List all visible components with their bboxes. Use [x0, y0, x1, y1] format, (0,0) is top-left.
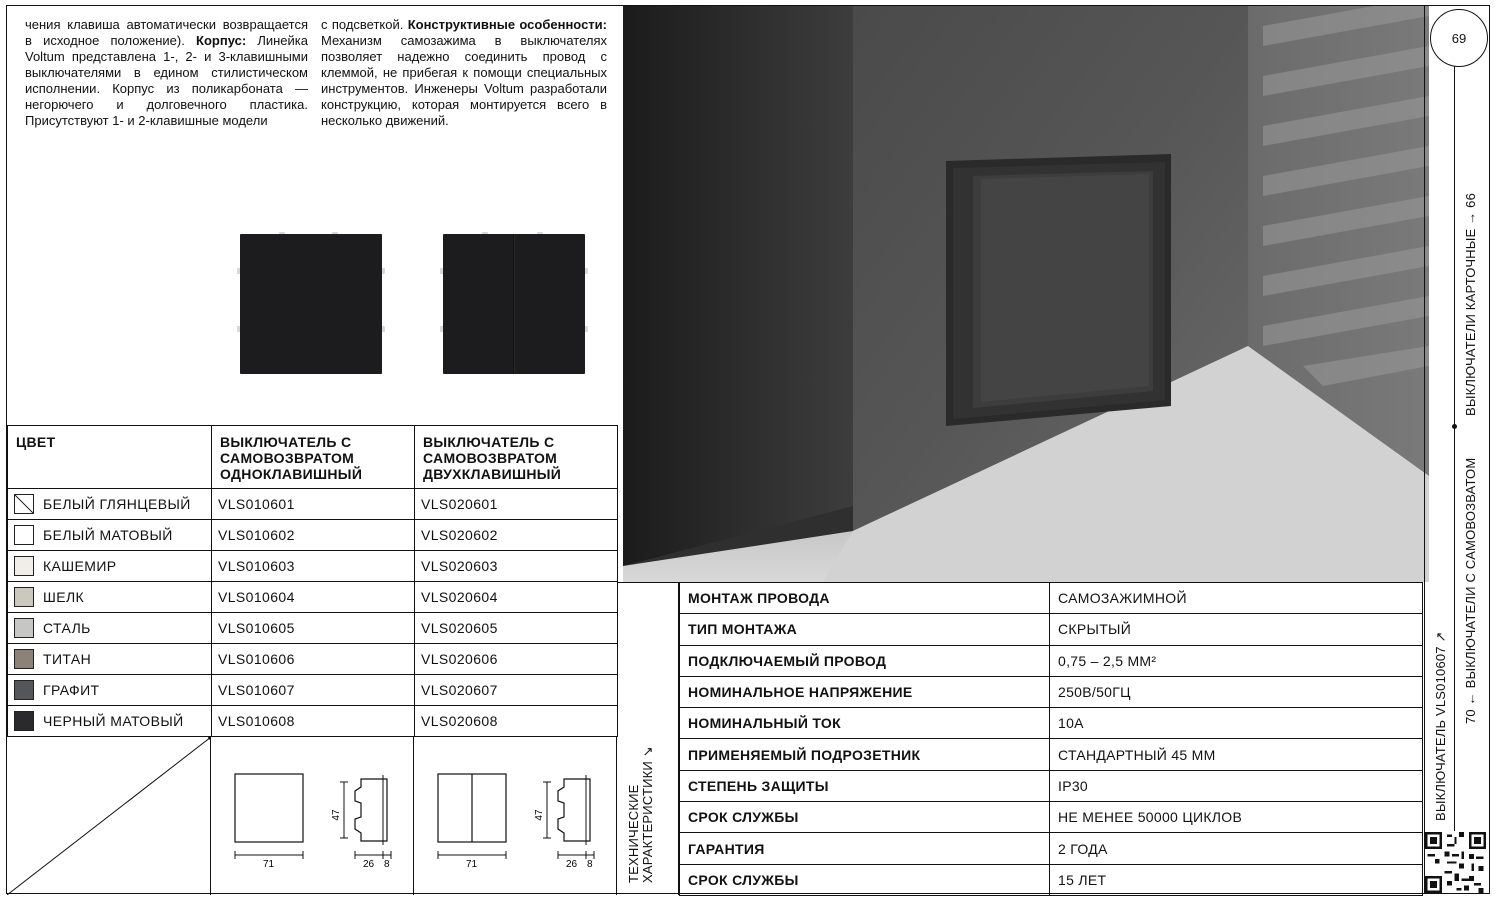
color-swatch [14, 680, 34, 700]
dim-depth-2: 8 [384, 859, 390, 870]
tech-value: 0,75 – 2,5 ММ² [1050, 645, 1423, 676]
tech-value: 2 ГОДА [1050, 833, 1423, 864]
sku-single: VLS010606 [212, 644, 415, 675]
sku-single: VLS010602 [212, 520, 415, 551]
sku-double: VLS020606 [415, 644, 618, 675]
dim-depth-1b: 26 [566, 859, 578, 870]
product-photo [623, 6, 1429, 582]
tech-row [680, 645, 1423, 676]
col-header-color: ЦВЕТ [8, 426, 212, 489]
tech-row [680, 708, 1423, 739]
tech-section-label [617, 582, 679, 895]
color-name: ШЕЛК [43, 589, 85, 605]
page-number: 69 [1430, 9, 1488, 67]
tech-row [680, 583, 1423, 614]
color-name-cell [8, 613, 212, 644]
sku-double: VLS020608 [415, 706, 618, 737]
color-name: СТАЛЬ [43, 620, 91, 636]
color-name-cell [8, 489, 212, 520]
color-name: КАШЕМИР [43, 558, 117, 574]
intro-column-1: чения клавиша автоматически возвращается в исходное положение). Корпус: Линейка Voltum представлена 1-, 2- и 3-клавишными выключателями в едином стилистическом исполнении. Корпус из поликарбоната — негорючего и долговечного пластика. Присутствуют 1- и 2-клавишные модели [25, 17, 309, 128]
side-dot [1452, 424, 1457, 429]
tech-key: МОНТАЖ ПРОВОДА [680, 583, 1050, 614]
color-name: ГРАФИТ [43, 682, 100, 698]
tech-row [680, 864, 1423, 895]
tech-value: IP30 [1050, 770, 1423, 801]
prev-section-link[interactable]: 70 ← ВЫКЛЮЧАТЕЛИ С САМОВОЗВАТОМ [1463, 457, 1478, 724]
sku-single: VLS010601 [212, 489, 415, 520]
tech-key: СРОК СЛУЖБЫ [680, 802, 1050, 833]
sku-single: VLS010608 [212, 706, 415, 737]
tech-value: 15 ЛЕТ [1050, 864, 1423, 895]
tech-key: СРОК СЛУЖБЫ [680, 864, 1050, 895]
model-label: ВЫКЛЮЧАТЕЛЬ VLS010607 ↗ [1433, 631, 1448, 821]
tech-value: 10А [1050, 708, 1423, 739]
sku-single: VLS010603 [212, 551, 415, 582]
color-name-cell [8, 582, 212, 613]
tech-label-line2: ХАРАКТЕРИСТИКИ ↘ [640, 746, 655, 883]
tech-label-line1: ТЕХНИЧЕСКИЕ [626, 784, 641, 883]
catalog-page [6, 5, 1490, 894]
color-swatch [14, 525, 34, 545]
col-header-double: ВЫКЛЮЧАТЕЛЬ С САМОВОЗВРАТОМ ДВУХКЛАВИШНЫЙ [415, 426, 618, 489]
tech-key: ПОДКЛЮЧАЕМЫЙ ПРОВОД [680, 645, 1050, 676]
tech-value: САМОЗАЖИМНОЙ [1050, 583, 1423, 614]
dim-height-2: 47 [534, 809, 545, 821]
tech-value: СТАНДАРТНЫЙ 45 ММ [1050, 739, 1423, 770]
side-divider-2 [1454, 66, 1455, 831]
dim-width: 71 [263, 859, 275, 870]
sku-single: VLS010604 [212, 582, 415, 613]
color-name-cell [8, 644, 212, 675]
col-header-single: ВЫКЛЮЧАТЕЛЬ С САМОВОЗВРАТОМ ОДНОКЛАВИШНЫЙ [212, 426, 415, 489]
drawing-corner-cell [7, 737, 211, 895]
color-row [8, 706, 618, 737]
color-name-cell [8, 706, 212, 737]
sku-double: VLS020604 [415, 582, 618, 613]
color-row [8, 644, 618, 675]
tech-row [680, 770, 1423, 801]
color-name: ЧЕРНЫЙ МАТОВЫЙ [43, 713, 184, 729]
color-name: ТИТАН [43, 651, 92, 667]
tech-key: ПРИМЕНЯЕМЫЙ ПОДРОЗЕТНИК [680, 739, 1050, 770]
tech-row [680, 833, 1423, 864]
sku-double: VLS020607 [415, 675, 618, 706]
color-row [8, 520, 618, 551]
dim-height: 47 [331, 809, 342, 821]
color-swatch [14, 649, 34, 669]
color-swatch [14, 494, 34, 514]
color-name-cell [8, 551, 212, 582]
tech-row [680, 739, 1423, 770]
tech-key: ТИП МОНТАЖА [680, 614, 1050, 645]
sku-single: VLS010605 [212, 613, 415, 644]
color-row [8, 582, 618, 613]
color-swatch [14, 587, 34, 607]
next-section-link[interactable]: ВЫКЛЮЧАТЕЛИ КАРТОЧНЫЕ → 66 [1463, 192, 1478, 416]
color-swatch [14, 556, 34, 576]
dim-depth-2b: 8 [587, 859, 593, 870]
color-swatch [14, 618, 34, 638]
sku-double: VLS020601 [415, 489, 618, 520]
tech-value: НЕ МЕНЕЕ 50000 ЦИКЛОВ [1050, 802, 1423, 833]
color-row [8, 613, 618, 644]
dim-depth-1: 26 [363, 859, 375, 870]
tech-key: НОМИНАЛЬНОЕ НАПРЯЖЕНИЕ [680, 676, 1050, 707]
color-row [8, 675, 618, 706]
color-table [7, 425, 618, 737]
tech-row [680, 802, 1423, 833]
sku-double: VLS020605 [415, 613, 618, 644]
tech-key: НОМИНАЛЬНЫЙ ТОК [680, 708, 1050, 739]
color-name: БЕЛЫЙ ГЛЯНЦЕВЫЙ [43, 496, 191, 512]
sku-double: VLS020603 [415, 551, 618, 582]
tech-row [680, 614, 1423, 645]
color-name-cell [8, 520, 212, 551]
color-name: БЕЛЫЙ МАТОВЫЙ [43, 527, 173, 543]
qr-code[interactable] [1425, 832, 1486, 893]
color-row [8, 489, 618, 520]
tech-key: ГАРАНТИЯ [680, 833, 1050, 864]
tech-value: 250В/50ГЦ [1050, 676, 1423, 707]
drawing-single [211, 737, 414, 895]
drawing-double [414, 737, 617, 895]
color-row [8, 551, 618, 582]
tech-value: СКРЫТЫЙ [1050, 614, 1423, 645]
color-name-cell [8, 675, 212, 706]
tech-specs-table [679, 582, 1423, 896]
dim-width-2: 71 [466, 859, 478, 870]
tech-key: СТЕПЕНЬ ЗАЩИТЫ [680, 770, 1050, 801]
intro-column-2: с подсветкой. Конструктивные особенности: Механизм самозажима в выключателях позволяет надежно соединить провод с клеммой, не прибегая к помощи специальных инструментов. Инженеры Voltum разработали конструкцию, которая монтируется всего в несколько движений. [321, 17, 607, 128]
dimension-drawings [7, 737, 617, 895]
tech-row [680, 676, 1423, 707]
side-divider-1 [1424, 6, 1425, 893]
sku-single: VLS010607 [212, 675, 415, 706]
sku-double: VLS020602 [415, 520, 618, 551]
color-swatch [14, 711, 34, 731]
